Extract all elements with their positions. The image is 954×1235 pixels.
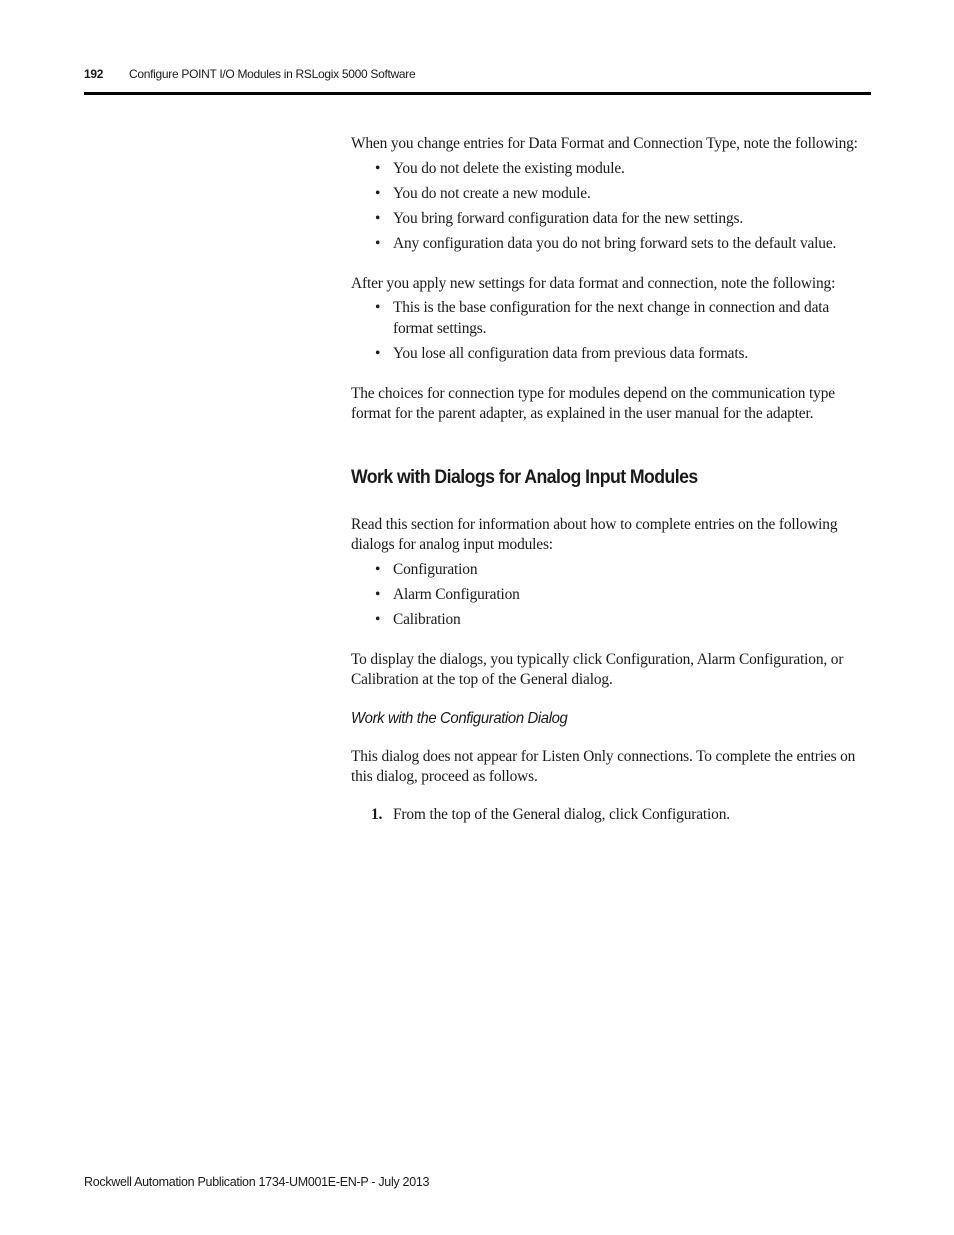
bullet-icon: • (375, 585, 381, 603)
list-item (351, 560, 871, 581)
list-item-text: You do not create a new module. (393, 184, 591, 202)
list-item (351, 159, 871, 180)
bullet-icon: • (375, 184, 381, 202)
intro-paragraph: When you change entries for Data Format and Connection Type, note the following: (351, 135, 858, 152)
list-item-text: Any configuration data you do not bring forward sets to the default value. (393, 234, 837, 252)
list-item (351, 234, 871, 255)
step-text: From the top of the General dialog, click Configuration. (393, 805, 730, 823)
list-item-text: This is the base configuration for the next change in connection and data format settings. (393, 299, 830, 337)
bullet-icon: • (375, 299, 381, 316)
paragraph: This dialog does not appear for Listen Only connections. To complete the entries on this dialog, proceed as follows. (351, 747, 856, 785)
page-number: 192 (84, 67, 104, 81)
step-number: 1. (371, 805, 383, 823)
page-footer: Rockwell Automation Publication 1734-UM001E-EN-P - July 2013 (84, 1175, 430, 1189)
step-list (351, 805, 871, 826)
paragraph: To display the dialogs, you typically click Configuration, Alarm Configuration, or Calibration at the top of the General dialog. (351, 650, 844, 688)
list-item (351, 344, 871, 365)
bullet-icon: • (375, 234, 381, 252)
paragraph: The choices for connection type for modules depend on the communication type format for the parent adapter, as explained in the user manual for the adapter. (351, 384, 835, 422)
bullet-list (351, 298, 871, 364)
list-item-text: Configuration (393, 560, 478, 578)
list-item (351, 209, 871, 230)
paragraph: Read this section for information about how to complete entries on the following dialogs for analog input modules: (351, 515, 838, 553)
bullet-icon: • (375, 344, 381, 362)
step-item (351, 805, 871, 826)
paragraph: After you apply new settings for data format and connection, note the following: (351, 274, 836, 292)
list-item-text: Calibration (393, 610, 461, 628)
list-item (351, 184, 871, 205)
section-heading: Work with Dialogs for Analog Input Modules (351, 466, 698, 488)
list-item-text: You do not delete the existing module. (393, 159, 625, 177)
list-item-text: You lose all configuration data from previous data formats. (393, 344, 749, 362)
list-item (351, 585, 871, 606)
subsection-heading: Work with the Configuration Dialog (351, 709, 568, 727)
bullet-icon: • (375, 159, 381, 177)
bullet-list (351, 159, 871, 255)
running-title: Configure POINT I/O Modules in RSLogix 5000 Software (129, 67, 416, 81)
bullet-icon: • (375, 209, 381, 227)
list-item (351, 298, 871, 339)
list-item (351, 610, 871, 631)
main-content (351, 134, 871, 825)
page-header (84, 64, 871, 95)
bullet-icon: • (375, 560, 381, 578)
bullet-list (351, 560, 871, 631)
list-item-text: Alarm Configuration (393, 585, 520, 603)
bullet-icon: • (375, 610, 381, 628)
list-item-text: You bring forward configuration data for the new settings. (393, 209, 744, 227)
